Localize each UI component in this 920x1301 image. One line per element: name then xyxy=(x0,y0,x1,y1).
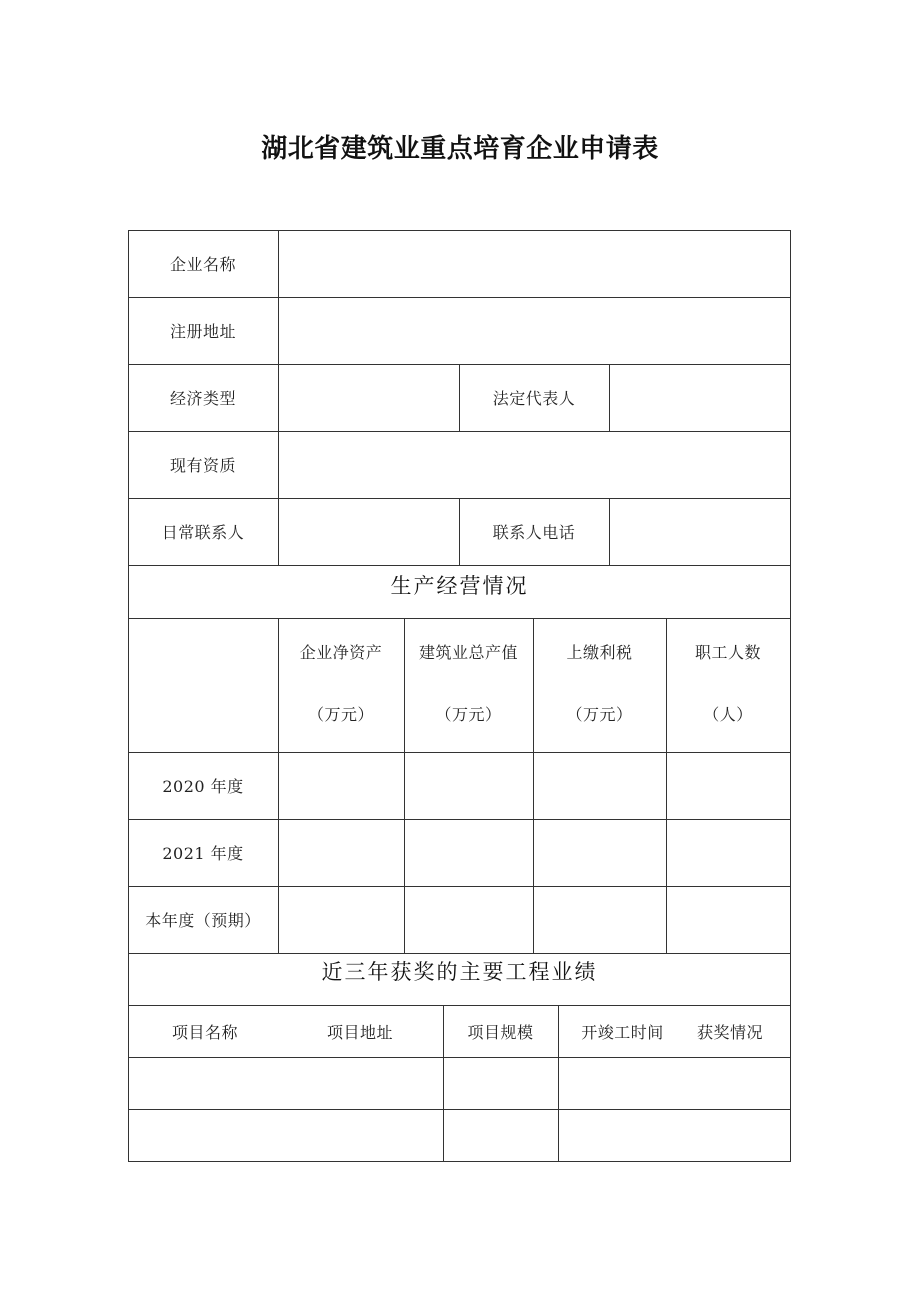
year-row-label: 2020 年度 xyxy=(162,777,244,796)
year-row-label: 本年度（预期） xyxy=(145,911,261,930)
column-unit: （人） xyxy=(703,705,753,724)
registered-address-field[interactable] xyxy=(279,298,790,364)
employee-count-header xyxy=(666,618,790,752)
total-output-header xyxy=(404,618,533,752)
form-title: 湖北省建筑业重点培育企业申请表 xyxy=(261,134,659,164)
project-scale-header: 项目规模 xyxy=(467,1022,534,1042)
qualification-field[interactable] xyxy=(279,432,790,498)
legal-rep-label: 法定代表人 xyxy=(492,389,576,408)
construction-period-header: 开竣工时间 xyxy=(581,1022,664,1042)
table-border-right xyxy=(790,230,791,1162)
table-border-bottom xyxy=(128,1161,791,1162)
project-address-header: 项目地址 xyxy=(326,1022,393,1042)
daily-contact-field[interactable] xyxy=(279,499,459,565)
contact-phone-field[interactable] xyxy=(610,499,790,565)
company-name-field[interactable] xyxy=(279,231,790,297)
column-unit: （万元） xyxy=(307,705,374,724)
column-unit: （万元） xyxy=(566,705,633,724)
row-divider xyxy=(128,1109,791,1110)
column-label: 建筑业总产值 xyxy=(418,643,518,662)
column-label: 上缴利税 xyxy=(566,643,633,662)
net-assets-header xyxy=(278,618,404,752)
company-name-label: 企业名称 xyxy=(169,255,236,274)
awards-section-title: 近三年获奖的主要工程业绩 xyxy=(321,960,598,984)
project-name-header: 项目名称 xyxy=(171,1022,238,1042)
col-divider xyxy=(558,1005,559,1161)
column-label: 职工人数 xyxy=(694,643,761,662)
operations-section-title: 生产经营情况 xyxy=(390,574,529,598)
award-status-header: 获奖情况 xyxy=(696,1022,763,1042)
column-label: 企业净资产 xyxy=(299,643,383,662)
legal-rep-field[interactable] xyxy=(610,365,790,431)
taxes-paid-header xyxy=(533,618,666,752)
economic-type-field[interactable] xyxy=(279,365,459,431)
daily-contact-label: 日常联系人 xyxy=(161,523,245,542)
economic-type-label: 经济类型 xyxy=(169,389,236,408)
row-divider xyxy=(128,1057,791,1058)
column-unit: （万元） xyxy=(435,705,502,724)
year-row-label: 2021 年度 xyxy=(162,844,244,863)
registered-address-label: 注册地址 xyxy=(169,322,236,341)
contact-phone-label: 联系人电话 xyxy=(492,523,576,542)
qualification-label: 现有资质 xyxy=(169,456,236,475)
